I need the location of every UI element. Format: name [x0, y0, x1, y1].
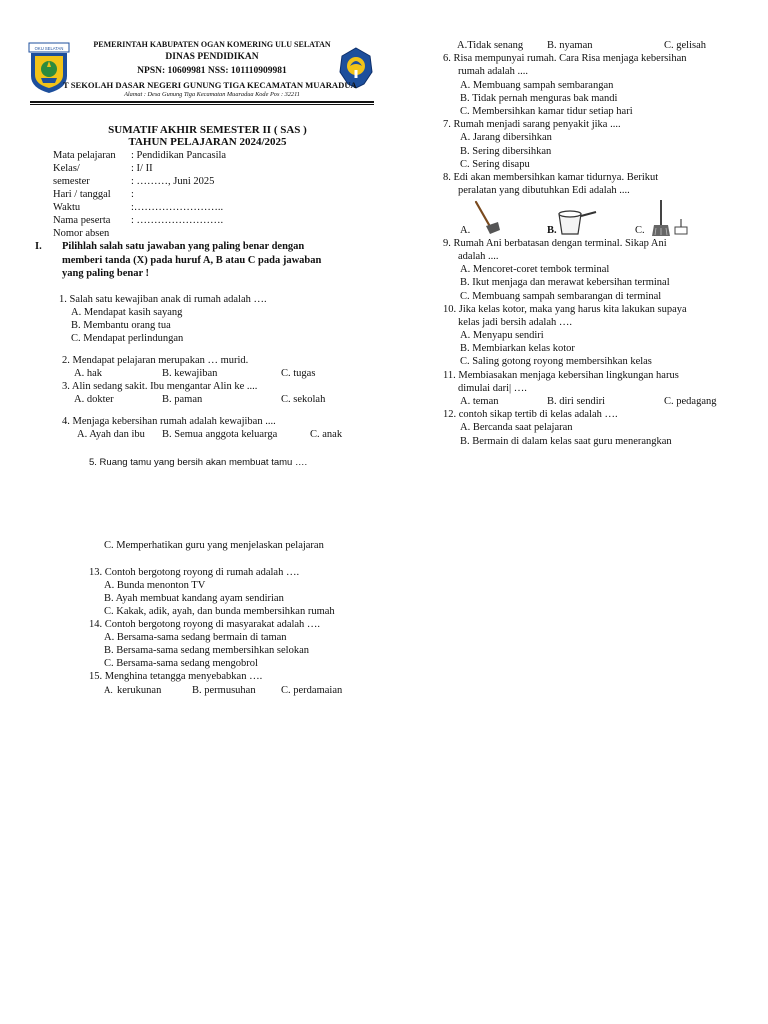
- info-label-subject: Mata pelajaran: [53, 150, 116, 161]
- info-label-class: Kelas/: [53, 163, 80, 174]
- q7-option-c[interactable]: C. Sering disapu: [460, 159, 530, 170]
- header-rule-thin: [30, 104, 374, 105]
- q9-option-b[interactable]: B. Ikut menjaga dan merawat kebersihan terminal: [460, 277, 670, 288]
- q4-option-c[interactable]: C. anak: [310, 429, 343, 440]
- q15-option-a-text: kerukunan: [117, 685, 162, 696]
- info-label-time: Waktu: [53, 202, 81, 213]
- instruction-line3: yang paling benar !: [62, 268, 150, 279]
- question-6-cont: rumah adalah ....: [458, 66, 528, 77]
- q3-option-a[interactable]: A. dokter: [74, 394, 114, 405]
- exam-year: TAHUN PELAJARAN 2024/2025: [128, 136, 287, 148]
- q9-option-c[interactable]: C. Membuang sampah sembarangan di terminal: [460, 291, 662, 302]
- info-value-time: :……………………..: [131, 202, 224, 213]
- q12-option-c[interactable]: C. Memperhatikan guru yang menjelaskan pelajaran: [104, 540, 324, 551]
- bucket-icon: [556, 206, 598, 236]
- info-label-day: Hari / tanggal: [53, 189, 111, 200]
- q1-option-b[interactable]: B. Membantu orang tua: [71, 320, 171, 331]
- exam-title: SUMATIF AKHIR SEMESTER II ( SAS ): [108, 124, 307, 136]
- q6-option-a[interactable]: A. Membuang sampah sembarangan: [460, 80, 614, 91]
- hoe-icon: [472, 200, 502, 236]
- q10-option-a[interactable]: A. Menyapu sendiri: [460, 330, 544, 341]
- broom-icon: [651, 199, 671, 237]
- question-8: 8. Edi akan membersihkan kamar tidurnya. Berikut: [443, 172, 659, 183]
- header-npsn: NPSN: 10609981 NSS: 101110909981: [137, 66, 287, 76]
- info-value-subject: : Pendidikan Pancasila: [131, 150, 227, 161]
- dustpan-icon: [673, 218, 689, 236]
- question-10: 10. Jika kelas kotor, maka yang harus kita lakukan supaya: [443, 304, 687, 315]
- q11-option-b[interactable]: B. diri sendiri: [547, 396, 606, 407]
- instruction-number: I.: [35, 241, 42, 252]
- q7-option-a[interactable]: A. Jarang dibersihkan: [460, 132, 552, 143]
- header-department: DINAS PENDIDIKAN: [165, 52, 259, 62]
- question-3: 3. Alin sedang sakit. Ibu mengantar Alin ke ....: [62, 381, 258, 392]
- question-5: 5. Ruang tamu yang bersih akan membuat tamu ….: [89, 457, 308, 468]
- question-6: 6. Risa mempunyai rumah. Cara Risa menjaga kebersihan: [443, 53, 687, 64]
- q5-option-a[interactable]: A.Tidak senang: [457, 40, 524, 51]
- q15-option-a-letter: A.: [104, 685, 113, 695]
- instruction-line1: Pilihlah salah satu jawaban yang paling benar dengan: [62, 241, 305, 252]
- q13-option-b[interactable]: B. Ayah membuat kandang ayam sendirian: [104, 593, 284, 604]
- question-12: 12. contoh sikap tertib di kelas adalah ….: [443, 409, 618, 420]
- q3-option-b[interactable]: B. paman: [162, 394, 203, 405]
- header-address: Alamat : Desa Gunung Tiga Kecamatan Muaradua Kode Pos : 32211: [124, 91, 300, 98]
- q14-option-b[interactable]: B. Bersama-sama sedang membersihkan selokan: [104, 645, 309, 656]
- q1-option-c[interactable]: C. Mendapat perlindungan: [71, 333, 184, 344]
- question-11-cont: dimulai dari| ….: [458, 383, 527, 394]
- q14-option-a[interactable]: A. Bersama-sama sedang bermain di taman: [104, 632, 287, 643]
- info-value-day: :: [131, 189, 134, 200]
- question-1: 1. Salah satu kewajiban anak di rumah adalah ….: [59, 294, 267, 305]
- question-14: 14. Contoh bergotong royong di masyarakat adalah ….: [89, 619, 321, 630]
- q2-option-a[interactable]: A. hak: [74, 368, 102, 379]
- q13-option-a[interactable]: A. Bunda menonton TV: [104, 580, 206, 591]
- question-8-cont: peralatan yang dibutuhkan Edi adalah ....: [458, 185, 630, 196]
- q8-option-c[interactable]: C.: [635, 225, 645, 236]
- crest-label: OKU SELATAN: [34, 46, 64, 51]
- q2-option-c[interactable]: C. tugas: [281, 368, 316, 379]
- header-rule: [30, 101, 374, 103]
- q11-option-c[interactable]: C. pedagang: [664, 396, 717, 407]
- q11-option-a[interactable]: A. teman: [460, 396, 499, 407]
- q8-option-b[interactable]: B.: [547, 225, 557, 236]
- info-label-name: Nama peserta: [53, 215, 111, 226]
- q3-option-c[interactable]: C. sekolah: [281, 394, 326, 405]
- header-school-name: T SEKOLAH DASAR NEGERI GUNUNG TIGA KECAMATAN MUARADUA: [63, 80, 357, 90]
- question-9: 9. Rumah Ani berbatasan dengan terminal. Sikap Ani: [443, 238, 667, 249]
- question-9-cont: adalah ....: [458, 251, 499, 262]
- q1-option-a[interactable]: A. Mendapat kasih sayang: [71, 307, 183, 318]
- question-10-cont: kelas jadi bersih adalah ….: [458, 317, 573, 328]
- q4-option-a[interactable]: A. Ayah dan ibu: [77, 429, 145, 440]
- q13-option-c[interactable]: C. Kakak, adik, ayah, dan bunda membersihkan rumah: [104, 606, 335, 617]
- q9-option-a[interactable]: A. Mencoret-coret tembok terminal: [460, 264, 610, 275]
- q10-option-b[interactable]: B. Membiarkan kelas kotor: [460, 343, 575, 354]
- question-4: 4. Menjaga kebersihan rumah adalah kewajiban ....: [62, 416, 276, 427]
- q12-option-b[interactable]: B. Bermain di dalam kelas saat guru menerangkan: [460, 436, 672, 447]
- info-value-name: : …………………….: [131, 215, 224, 226]
- instruction-line2: memberi tanda (X) pada huruf A, B atau C pada jawaban: [62, 255, 322, 266]
- q15-option-c[interactable]: C. perdamaian: [281, 685, 343, 696]
- q6-option-b[interactable]: B. Tidak pernah menguras bak mandi: [460, 93, 618, 104]
- q12-option-a[interactable]: A. Bercanda saat pelajaran: [460, 422, 573, 433]
- info-label-absen: Nomor absen: [53, 228, 110, 239]
- question-7: 7. Rumah menjadi sarang penyakit jika ....: [443, 119, 621, 130]
- q2-option-b[interactable]: B. kewajiban: [162, 368, 218, 379]
- q5-option-b[interactable]: B. nyaman: [547, 40, 593, 51]
- q14-option-c[interactable]: C. Bersama-sama sedang mengobrol: [104, 658, 258, 669]
- q6-option-c[interactable]: C. Membersihkan kamar tidur setiap hari: [460, 106, 633, 117]
- q5-option-c[interactable]: C. gelisah: [664, 40, 706, 51]
- q15-option-a[interactable]: [104, 685, 161, 697]
- q15-option-b[interactable]: B. permusuhan: [192, 685, 256, 696]
- q4-option-b[interactable]: B. Semua anggota keluarga: [162, 429, 278, 440]
- info-value-class: : I/ II: [131, 163, 153, 174]
- info-label-semester: semester: [53, 176, 90, 187]
- info-value-semester: : ………, Juni 2025: [131, 176, 215, 187]
- q7-option-b[interactable]: B. Sering dibersihkan: [460, 146, 552, 157]
- question-13: 13. Contoh bergotong royong di rumah adalah ….: [89, 567, 300, 578]
- question-15: 15. Menghina tetangga menyebabkan ….: [89, 671, 263, 682]
- header-gov-line: PEMERINTAH KABUPATEN OGAN KOMERING ULU SELATAN: [93, 40, 331, 49]
- question-2: 2. Mendapat pelajaran merupakan … murid.: [62, 355, 249, 366]
- question-11: 11. Membiasakan menjaga kebersihan lingkungan harus: [443, 370, 679, 381]
- q8-option-a[interactable]: A.: [460, 225, 471, 236]
- q10-option-c[interactable]: C. Saling gotong royong membersihkan kelas: [460, 356, 652, 367]
